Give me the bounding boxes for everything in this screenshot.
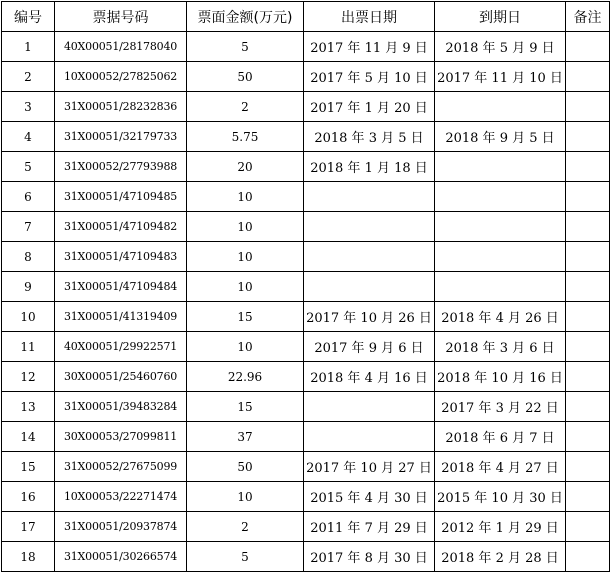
cell-due-date: 2018 年 4 月 27 日 [435,452,566,482]
table-row [2,32,610,62]
cell-due-date: 2018 年 5 月 9 日 [435,32,566,62]
header-due-date: 到期日 [435,2,566,32]
cell-code: 31X00052/27793988 [55,152,187,182]
cell-no: 9 [2,272,55,302]
header-note: 备注 [566,2,610,32]
cell-code: 40X00051/28178040 [55,32,187,62]
table-row [2,92,610,122]
cell-code: 31X00051/32179733 [55,122,187,152]
cell-issue-date [304,182,435,212]
header-no: 编号 [2,2,55,32]
table-row [2,182,610,212]
cell-note [566,32,610,62]
cell-note [566,212,610,242]
cell-no: 4 [2,122,55,152]
cell-issue-date: 2017 年 10 月 27 日 [304,452,435,482]
cell-amount: 20 [187,152,304,182]
cell-due-date [435,92,566,122]
cell-issue-date: 2017 年 10 月 26 日 [304,302,435,332]
cell-no: 18 [2,542,55,572]
cell-due-date [435,242,566,272]
cell-issue-date: 2017 年 9 月 6 日 [304,332,435,362]
cell-issue-date: 2017 年 8 月 30 日 [304,542,435,572]
cell-issue-date [304,422,435,452]
cell-amount: 10 [187,482,304,512]
cell-note [566,92,610,122]
cell-amount: 5.75 [187,122,304,152]
cell-issue-date: 2017 年 1 月 20 日 [304,92,435,122]
cell-issue-date [304,212,435,242]
cell-no: 15 [2,452,55,482]
cell-amount: 15 [187,392,304,422]
cell-no: 6 [2,182,55,212]
table-row [2,332,610,362]
table-row [2,542,610,572]
cell-amount: 2 [187,92,304,122]
cell-no: 16 [2,482,55,512]
cell-amount: 50 [187,452,304,482]
cell-note [566,272,610,302]
cell-amount: 5 [187,32,304,62]
header-issue-date: 出票日期 [304,2,435,32]
cell-issue-date [304,242,435,272]
cell-no: 3 [2,92,55,122]
cell-amount: 10 [187,182,304,212]
cell-note [566,542,610,572]
cell-issue-date: 2018 年 4 月 16 日 [304,362,435,392]
table-row [2,122,610,152]
cell-due-date: 2017 年 3 月 22 日 [435,392,566,422]
cell-due-date: 2018 年 10 月 16 日 [435,362,566,392]
table-row [2,362,610,392]
cell-note [566,152,610,182]
cell-due-date: 2012 年 1 月 29 日 [435,512,566,542]
cell-amount: 37 [187,422,304,452]
cell-note [566,242,610,272]
cell-code: 31X00051/39483284 [55,392,187,422]
table-row [2,452,610,482]
cell-code: 40X00051/29922571 [55,332,187,362]
cell-no: 7 [2,212,55,242]
cell-code: 31X00051/20937874 [55,512,187,542]
cell-amount: 22.96 [187,362,304,392]
header-code: 票据号码 [55,2,187,32]
cell-no: 13 [2,392,55,422]
cell-issue-date: 2018 年 1 月 18 日 [304,152,435,182]
cell-code: 31X00051/30266574 [55,542,187,572]
cell-amount: 10 [187,272,304,302]
cell-note [566,482,610,512]
cell-note [566,422,610,452]
header-amount: 票面金额(万元) [187,2,304,32]
table-row [2,512,610,542]
cell-note [566,362,610,392]
table-row [2,392,610,422]
cell-issue-date [304,272,435,302]
cell-no: 8 [2,242,55,272]
cell-code: 10X00053/22271474 [55,482,187,512]
cell-due-date: 2018 年 4 月 26 日 [435,302,566,332]
cell-issue-date: 2017 年 5 月 10 日 [304,62,435,92]
cell-note [566,512,610,542]
header-row [2,2,610,32]
cell-note [566,332,610,362]
table-row [2,272,610,302]
cell-code: 30X00053/27099811 [55,422,187,452]
cell-no: 10 [2,302,55,332]
cell-due-date [435,182,566,212]
table-row [2,422,610,452]
cell-code: 31X00052/27675099 [55,452,187,482]
cell-due-date: 2015 年 10 月 30 日 [435,482,566,512]
cell-due-date: 2018 年 6 月 7 日 [435,422,566,452]
cell-no: 11 [2,332,55,362]
cell-due-date: 2017 年 11 月 10 日 [435,62,566,92]
cell-note [566,62,610,92]
cell-code: 31X00051/47109483 [55,242,187,272]
cell-due-date [435,152,566,182]
table-row [2,62,610,92]
cell-issue-date: 2011 年 7 月 29 日 [304,512,435,542]
cell-no: 1 [2,32,55,62]
cell-due-date: 2018 年 3 月 6 日 [435,332,566,362]
cell-no: 12 [2,362,55,392]
table-body [2,32,610,572]
cell-note [566,392,610,422]
cell-issue-date: 2017 年 11 月 9 日 [304,32,435,62]
cell-due-date: 2018 年 9 月 5 日 [435,122,566,152]
cell-issue-date: 2018 年 3 月 5 日 [304,122,435,152]
cell-code: 10X00052/27825062 [55,62,187,92]
cell-no: 5 [2,152,55,182]
cell-note [566,302,610,332]
cell-note [566,122,610,152]
cell-amount: 10 [187,242,304,272]
cell-code: 31X00051/28232836 [55,92,187,122]
cell-due-date [435,272,566,302]
cell-code: 31X00051/47109484 [55,272,187,302]
cell-no: 17 [2,512,55,542]
cell-code: 31X00051/47109485 [55,182,187,212]
table-row [2,482,610,512]
cell-code: 31X00051/47109482 [55,212,187,242]
cell-issue-date [304,392,435,422]
table-row [2,212,610,242]
cell-note [566,182,610,212]
cell-no: 14 [2,422,55,452]
cell-amount: 5 [187,542,304,572]
cell-due-date [435,212,566,242]
cell-amount: 15 [187,302,304,332]
bill-table [1,1,610,572]
cell-due-date: 2018 年 2 月 28 日 [435,542,566,572]
cell-issue-date: 2015 年 4 月 30 日 [304,482,435,512]
cell-amount: 10 [187,212,304,242]
cell-code: 30X00051/25460760 [55,362,187,392]
table-row [2,302,610,332]
cell-amount: 2 [187,512,304,542]
table-row [2,242,610,272]
cell-no: 2 [2,62,55,92]
cell-amount: 10 [187,332,304,362]
table-row [2,152,610,182]
cell-amount: 50 [187,62,304,92]
cell-code: 31X00051/41319409 [55,302,187,332]
cell-note [566,452,610,482]
